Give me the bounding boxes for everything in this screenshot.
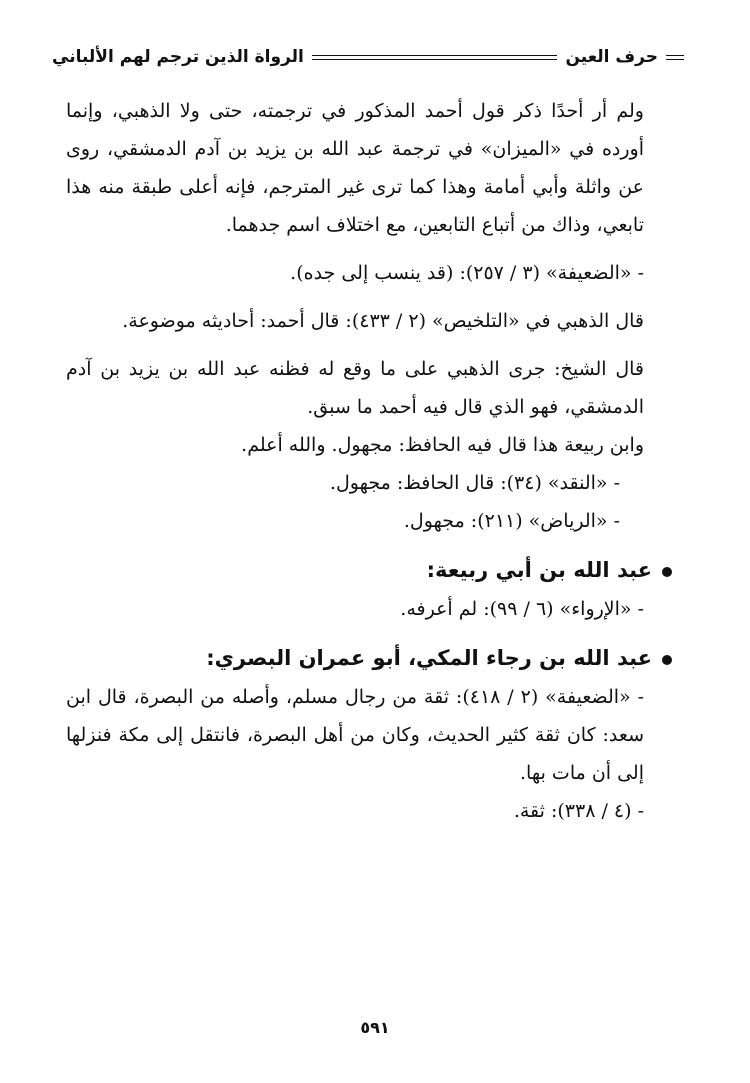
book-title: الرواة الذين ترجم لهم الألباني [52, 47, 304, 67]
reference-3: - «الرياض» (٢١١): مجهول. [403, 510, 620, 532]
header-rule [312, 55, 558, 60]
header-rule-start [666, 55, 684, 60]
page-body [66, 92, 672, 830]
entry-1-reference-1: - «الإرواء» (٦ / ٩٩): لم أعرفه. [400, 598, 644, 620]
entry-2-reference-2: - (٤ / ٣٣٨): ثقة. [513, 800, 644, 822]
entry-heading-text: عبد الله بن رجاء المكي، أبو عمران البصري: [206, 646, 652, 670]
entry-2-reference-1: - «الضعيفة» (٢ / ٤١٨): ثقة من رجال مسلم، وأصله من البصرة، قال ابن سعد: كان ثقة كثير الحديث، وكان من أهل البصرة، فانتقل إلى مكة فنزلها إلى أن مات بها. [66, 686, 644, 784]
entry-heading-text: عبد الله بن أبي ربيعة: [426, 558, 652, 582]
reference-1: - «الضعيفة» (٣ / ٢٥٧): (قد ينسب إلى جده). [290, 262, 644, 284]
paragraph-3: قال الشيخ: جرى الذهبي على ما وقع له فظنه عبد الله بن يزيد بن آدم الدمشقي، فهو الذي قال فيه أحمد ما سبق. [66, 358, 644, 418]
bullet-icon [662, 655, 672, 665]
paragraph-2: قال الذهبي في «التلخيص» (٢ / ٤٣٣): قال أحمد: أحاديثه موضوعة. [122, 310, 644, 332]
chapter-title: حرف العين [565, 47, 658, 67]
running-header [52, 42, 684, 72]
bullet-icon [662, 567, 672, 577]
paragraph-1: ولم أر أحدًا ذكر قول أحمد المذكور في ترجمته، حتى ولا الذهبي، وإنما أورده في «الميزان» في ترجمة عبد الله بن يزيد بن آدم الدمشقي، روى عن واثلة وأبي أمامة وهذا كما ترى غير المترجم، فإنه أعلى طبقة منه هذا تابعي، وذاك من أتباع التابعين، مع اختلاف اسم جدهما. [66, 100, 644, 236]
page-number: ٥٩١ [360, 1018, 390, 1037]
paragraph-4: وابن ربيعة هذا قال فيه الحافظ: مجهول. والله أعلم. [241, 434, 644, 456]
reference-2: - «النقد» (٣٤): قال الحافظ: مجهول. [329, 472, 620, 494]
entry-heading-2 [66, 638, 672, 678]
entry-heading-1 [66, 550, 672, 590]
